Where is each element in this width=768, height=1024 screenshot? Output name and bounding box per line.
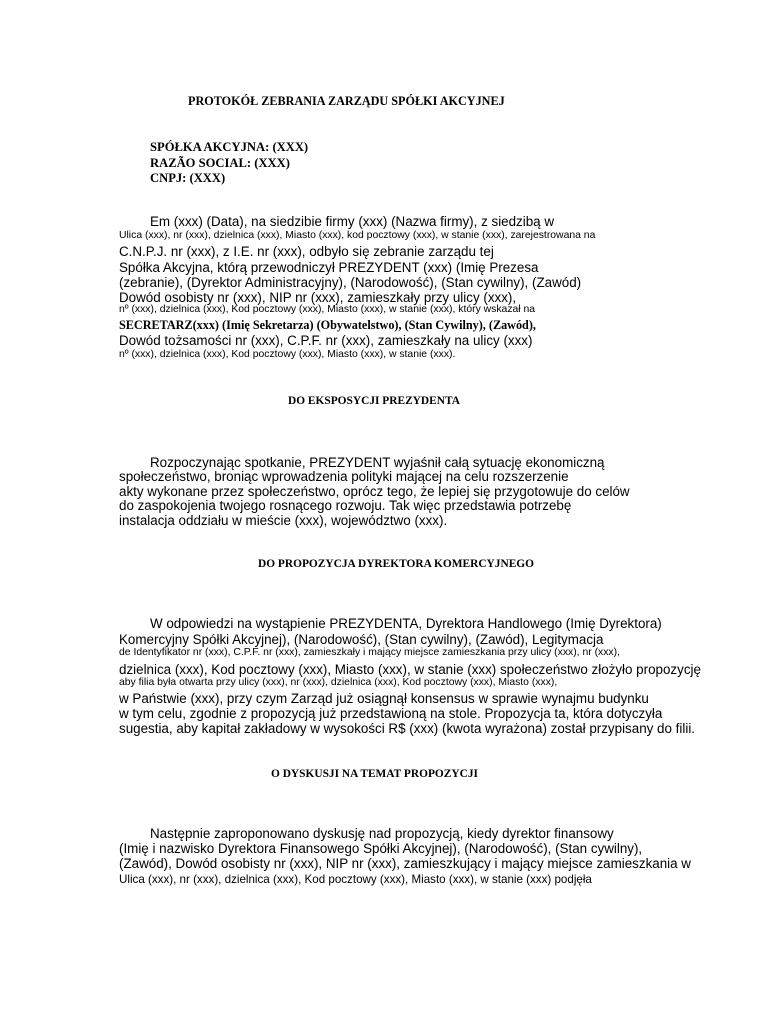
section1-line: społeczeństwo, broniąc wprowadzenia polityki mającej na celu rozszerzenie bbox=[119, 469, 569, 484]
section1-line: instalacja oddziału w mieście (xxx), województwo (xxx). bbox=[119, 513, 448, 528]
company-cnpj-line: CNPJ: (XXX) bbox=[150, 171, 226, 185]
section-heading: O DYSKUSJI NA TEMAT PROPOZYCJI bbox=[271, 768, 478, 780]
section2-line: sugestia, aby kapitał zakładowy w wysokości R$ (xxx) (kwota wyrażona) został przypisany do filii. bbox=[119, 721, 696, 736]
section3-line: Ulica (xxx), nr (xxx), dzielnica (xxx), Kod pocztowy (xxx), Miasto (xxx), w stanie (xxx) podjęła bbox=[119, 873, 592, 886]
document-title: PROTOKÓŁ ZEBRANIA ZARZĄDU SPÓŁKI AKCYJNEJ bbox=[188, 94, 505, 108]
intro-line: nº (xxx), dzielnica (xxx), Kod pocztowy (xxx), Miasto (xxx), w stanie (xxx), który wskazał na bbox=[119, 304, 536, 315]
company-type-line: SPÓŁKA AKCYJNA: (XXX) bbox=[150, 140, 309, 154]
intro-line: C.N.P.J. nr (xxx), z I.E. nr (xxx), odbyło się zebranie zarządu tej bbox=[119, 244, 494, 259]
section2-line: Komercyjny Spółki Akcyjnej), (Narodowość), (Stan cywilny), (Zawód), Legitymacja bbox=[119, 632, 604, 647]
section2-line: w Państwie (xxx), przy czym Zarząd już osiągnął konsensus w sprawie wynajmu budynku bbox=[119, 691, 649, 706]
intro-line: Dowód osobisty nr (xxx), NIP nr (xxx), zamieszkały przy ulicy (xxx), bbox=[119, 290, 517, 305]
intro-line: Em (xxx) (Data), na siedzibie firmy (xxx) (Nazwa firmy), z siedzibą w bbox=[150, 214, 555, 229]
section1-line: akty wykonane przez społeczeństwo, oprócz tego, że lepiej się przygotowuje do celów bbox=[119, 484, 630, 499]
section2-line: w tym celu, zgodnie z propozycją już przedstawioną na stole. Propozycja ta, która dotyczyła bbox=[119, 706, 663, 721]
intro-line: nº (xxx), dzielnica (xxx), Kod pocztowy (xxx), Miasto (xxx), w stanie (xxx). bbox=[119, 349, 456, 360]
section2-line: aby filia była otwarta przy ulicy (xxx), nr (xxx), dzielnica (xxx), Kod pocztowy (xxx), Miasto (xxx), bbox=[119, 677, 558, 688]
intro-line: Spółka Akcyjna, którą przewodniczył PREZYDENT (xxx) (Imię Prezesa bbox=[119, 260, 539, 275]
intro-secretary-line: SECRETARZ(xxx) (Imię Sekretarza) (Obywatelstwo), (Stan Cywilny), (Zawód), bbox=[119, 318, 536, 332]
section3-line: (Zawód), Dowód osobisty nr (xxx), NIP nr (xxx), zamieszkujący i mający miejsce zamieszkania w bbox=[119, 856, 691, 871]
intro-line: Ulica (xxx), nr (xxx), dzielnica (xxx), Miasto (xxx), kod pocztowy (xxx), w stanie (xxx), zarejestrowana na bbox=[119, 230, 596, 241]
section2-line: dzielnica (xxx), Kod pocztowy (xxx), Miasto (xxx), w stanie (xxx) społeczeństwo złożyło propozycję bbox=[119, 662, 701, 677]
section1-line: Rozpoczynając spotkanie, PREZYDENT wyjaśnił całą sytuację ekonomiczną bbox=[150, 455, 605, 470]
section2-line: W odpowiedzi na wystąpienie PREZYDENTA, Dyrektora Handlowego (Imię Dyrektora) bbox=[150, 616, 662, 631]
section-heading: DO PROPOZYCJA DYREKTORA KOMERCYJNEGO bbox=[258, 558, 535, 570]
section3-line: (Imię i nazwisko Dyrektora Finansowego Spółki Akcyjnej), (Narodowość), (Stan cywilny), bbox=[119, 841, 643, 856]
section2-line: de Identyfikator nr (xxx), C.P.F. nr (xxx), zamieszkały i mający miejsce zamieszkania przy ulicy (xxx), nr (xxx), bbox=[119, 647, 620, 658]
section-heading: DO EKSPOSYCJI PREZYDENTA bbox=[288, 395, 460, 407]
section3-line: Następnie zaproponowano dyskusję nad propozycją, kiedy dyrektor finansowy bbox=[150, 826, 614, 841]
company-name-line: RAZÃO SOCIAL: (XXX) bbox=[150, 156, 290, 170]
intro-line: (zebranie), (Dyrektor Administracyjny), (Narodowość), (Stan cywilny), (Zawód) bbox=[119, 275, 582, 290]
section1-line: do zaspokojenia twojego rosnącego rozwoju. Tak więc przedstawia potrzebę bbox=[119, 498, 572, 513]
intro-line: Dowód tożsamości nr (xxx), C.P.F. nr (xxx), zamieszkały na ulicy (xxx) bbox=[119, 333, 533, 348]
